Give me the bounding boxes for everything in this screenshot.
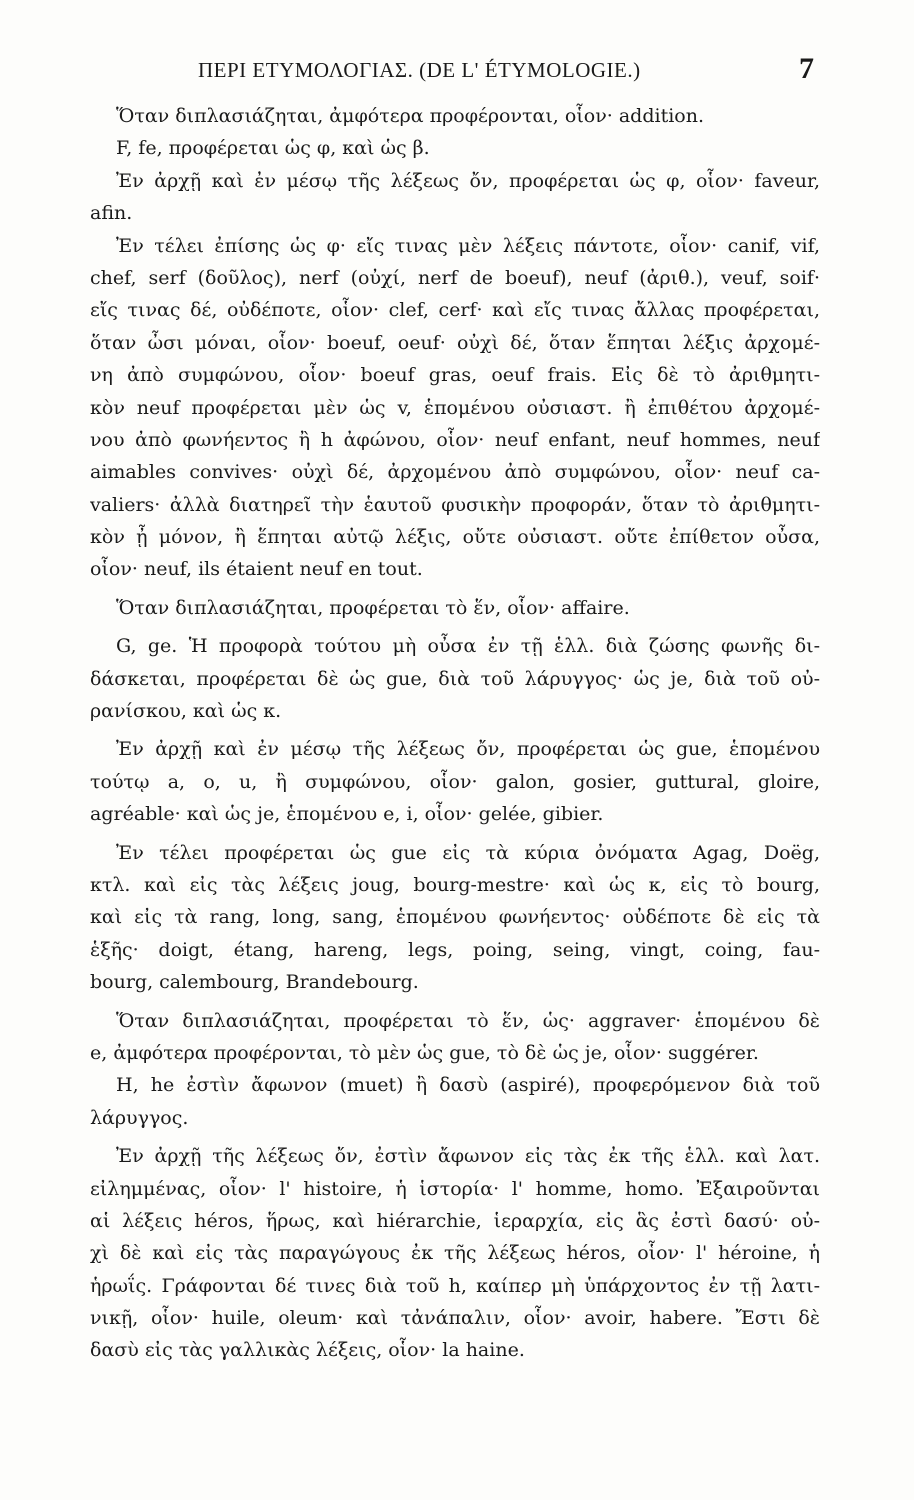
text-line: καὶ εἰς τὰ rang, long, sang, ἑπομένου φωνήεντος· οὐδέποτε δὲ εἰς τὰ xyxy=(90,906,820,929)
text-line: Ἐν τέλει ἐπίσης ὡς φ· εἴς τινας μὲν λέξεις πάντοτε, οἷον· canif, vif, xyxy=(116,234,820,257)
text-line: κὸν neuf προφέρεται μὲν ὡς v, ἑπομένου οὐσιαστ. ἢ ἐπιθέτου ἀρχομέ- xyxy=(90,396,820,419)
text-line: τούτῳ a, o, u, ἢ συμφώνου, οἷον· galon, gosier, guttural, gloire, xyxy=(90,770,820,793)
text-line: Ἐν ἀρχῇ καὶ ἐν μέσῳ τῆς λέξεως ὄν, προφέρεται ὡς gue, ἑπομένου xyxy=(116,738,820,761)
page-number: 7 xyxy=(799,52,814,85)
text-line: δασὺ εἰς τὰς γαλλικὰς λέξεις, οἷον· la haine. xyxy=(90,1339,525,1362)
text-line: δάσκεται, προφέρεται δὲ ὡς gue, διὰ τοῦ λάρυγγος· ὡς je, διὰ τοῦ οὐ- xyxy=(90,667,820,690)
text-line: ὅταν ὦσι μόναι, οἷον· boeuf, oeuf· οὐχὶ δέ, ὅταν ἕπηται λέξις ἀρχομέ- xyxy=(90,331,820,354)
text-line: Ἐν τέλει προφέρεται ὡς gue εἰς τὰ κύρια ὀνόματα Agag, Doëg, xyxy=(116,841,820,864)
text-line: H, he ἐστὶν ἄφωνον (muet) ἢ δασὺ (aspiré), προφερόμενον διὰ τοῦ xyxy=(116,1074,820,1097)
text-line: νικῇ, οἷον· huile, oleum· καὶ τἀνάπαλιν, οἷον· avoir, habere. Ἔστι δὲ xyxy=(90,1307,820,1330)
text-line: agréable· καὶ ὡς je, ἑπομένου e, i, οἷον· gelée, gibier. xyxy=(90,803,604,826)
text-line: κὸν ᾖ μόνον, ἢ ἕπηται αὐτῷ λέξις, οὔτε οὐσιαστ. οὔτε ἐπίθετον οὖσα, xyxy=(90,526,820,549)
text-line: εἴς τινας δέ, οὐδέποτε, οἷον· clef, cerf· καὶ εἴς τινας ἄλλας προφέρεται, xyxy=(90,299,820,322)
text-line: αἱ λέξεις héros, ἥρως, καὶ hiérarchie, ἱεραρχία, εἰς ἃς ἐστὶ δασύ· οὐ- xyxy=(90,1209,820,1232)
body-text xyxy=(90,100,820,1367)
text-line: chef, serf (δοῦλος), nerf (οὐχί, nerf de boeuf), neuf (ἀριθ.), veuf, soif· xyxy=(90,266,820,289)
text-line: ἑξῆς· doigt, étang, hareng, legs, poing, seing, vingt, coing, fau- xyxy=(90,938,820,961)
text-line: Ὅταν διπλασιάζηται, προφέρεται τὸ ἕν, οἷον· affaire. xyxy=(116,596,630,619)
running-title: ΠΕΡΙ ΕΤΥΜΟΛΟΓΙΑΣ. (DE L' ÉTYMOLOGIE.) xyxy=(198,58,641,82)
text-line: νη ἀπὸ συμφώνου, οἷον· boeuf gras, oeuf frais. Εἰς δὲ τὸ ἀριθμητι- xyxy=(90,364,820,387)
page-header xyxy=(90,52,820,92)
text-line: F, fe, προφέρεται ὡς φ, καὶ ὡς β. xyxy=(116,137,430,160)
text-line: οἷον· neuf, ils étaient neuf en tout. xyxy=(90,558,423,581)
text-line: Ἐν ἀρχῇ τῆς λέξεως ὄν, ἐστὶν ἄφωνον εἰς τὰς ἐκ τῆς ἑλλ. καὶ λατ. xyxy=(116,1145,820,1168)
text-line: ρανίσκου, καὶ ὡς κ. xyxy=(90,700,282,723)
text-line: aimables convives· οὐχὶ δέ, ἀρχομένου ἀπὸ συμφώνου, οἷον· neuf ca- xyxy=(90,461,820,484)
text-line: νου ἀπὸ φωνήεντος ἢ h ἀφώνου, οἷον· neuf enfant, neuf hommes, neuf xyxy=(90,428,820,451)
text-line: εἰλημμένας, οἷον· l' histoire, ἡ ἱστορία· l' homme, homo. Ἐξαιροῦνται xyxy=(90,1177,820,1200)
text-line: G, ge. Ἡ προφορὰ τούτου μὴ οὖσα ἐν τῇ ἑλλ. διὰ ζώσης φωνῆς δι- xyxy=(116,635,820,658)
text-line: χὶ δὲ καὶ εἰς τὰς παραγώγους ἐκ τῆς λέξεως héros, οἷον· l' héroine, ἡ xyxy=(90,1242,820,1265)
text-line: κτλ. καὶ εἰς τὰς λέξεις joug, bourg-mestre· καὶ ὡς κ, εἰς τὸ bourg, xyxy=(90,873,820,896)
text-line: e, ἀμφότερα προφέρονται, τὸ μὲν ὡς gue, τὸ δὲ ὡς je, οἷον· suggérer. xyxy=(90,1041,759,1064)
text-line: Ὅταν διπλασιάζηται, προφέρεται τὸ ἕν, ὡς· aggraver· ἑπομένου δὲ xyxy=(116,1009,820,1032)
text-line: valiers· ἀλλὰ διατηρεῖ τὴν ἑαυτοῦ φυσικὴν προφοράν, ὅταν τὸ ἀριθμητι- xyxy=(90,493,820,516)
text-line: Ὅταν διπλασιάζηται, ἀμφότερα προφέρονται, οἷον· addition. xyxy=(116,105,704,127)
text-line: ἡρωΐς. Γράφονται δέ τινες διὰ τοῦ h, καίπερ μὴ ὑπάρχοντος ἐν τῇ λατι- xyxy=(90,1274,820,1297)
text-line: λάρυγγος. xyxy=(90,1106,189,1129)
text-line: Ἐν ἀρχῇ καὶ ἐν μέσῳ τῆς λέξεως ὄν, προφέρεται ὡς φ, οἷον· faveur, xyxy=(116,169,820,192)
text-line: afin. xyxy=(90,202,133,225)
text-line: bourg, calembourg, Brandebourg. xyxy=(90,971,419,994)
